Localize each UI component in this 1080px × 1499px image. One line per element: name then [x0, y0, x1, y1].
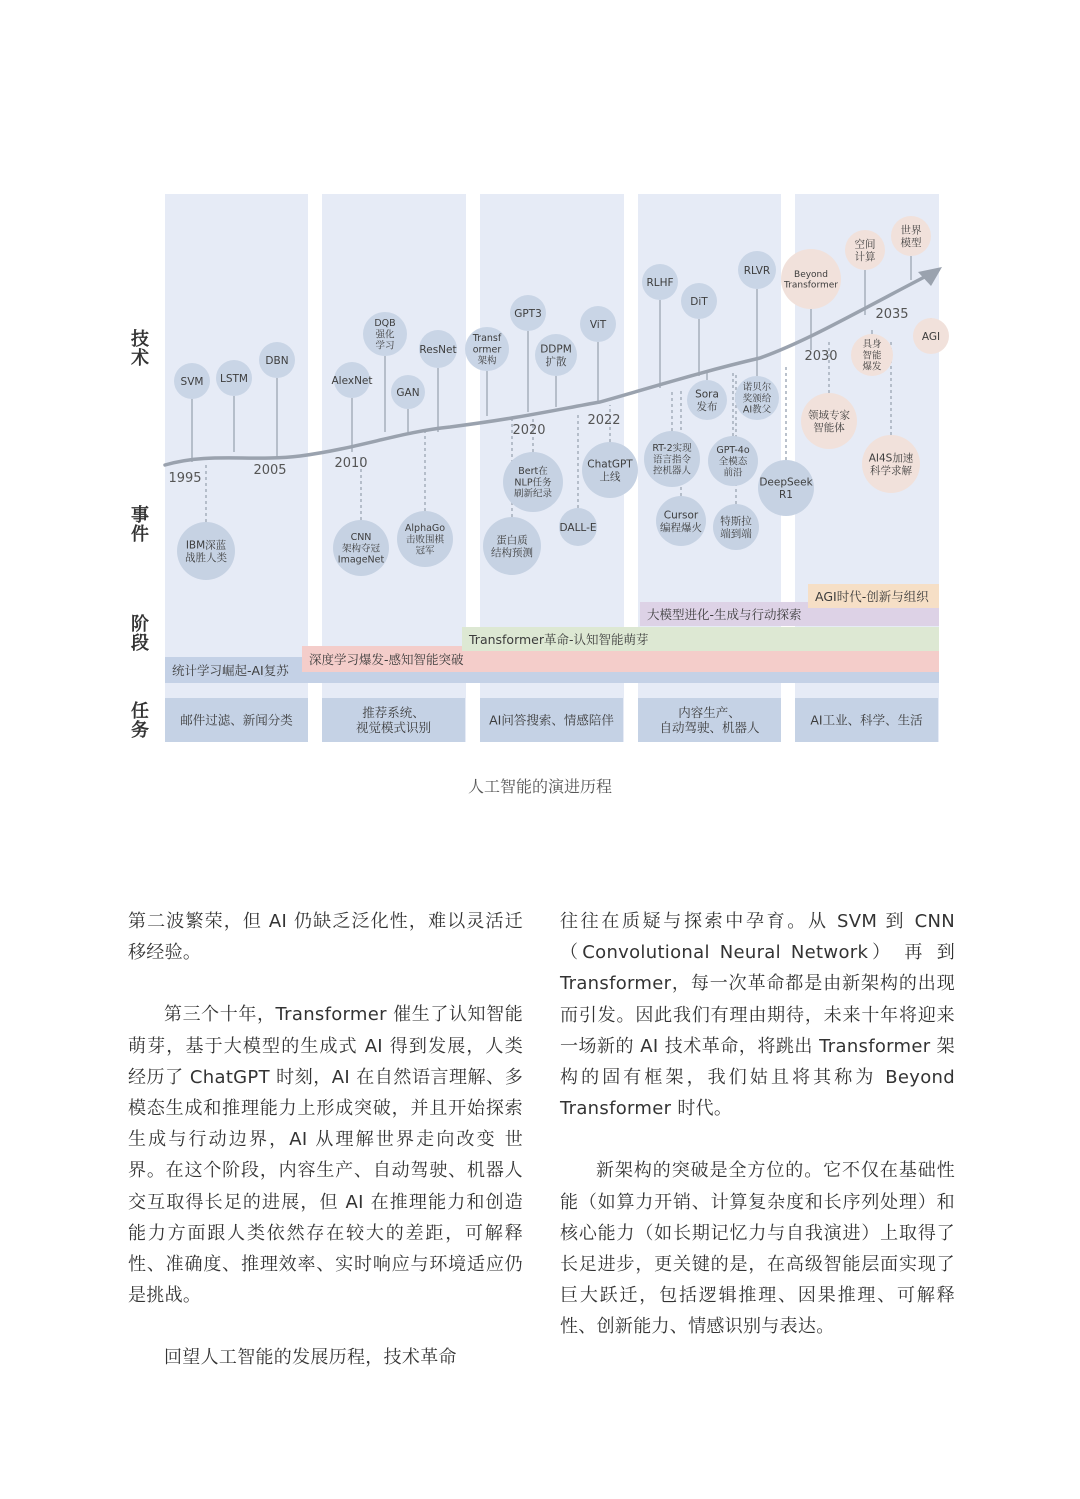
- row-label-tasks-2: 务: [131, 720, 149, 741]
- event-node-label-line: 架构夺冠: [341, 543, 381, 555]
- event-node-label: [808, 409, 850, 434]
- event-node-label-line: DALL-E: [559, 521, 597, 534]
- tech-node-label-line: Transformer: [783, 280, 839, 291]
- tech-node-label-line: 智能: [862, 350, 882, 362]
- tech-node-label-line: 爆发: [862, 361, 882, 373]
- row-label-tech-1: 技: [131, 329, 149, 350]
- year-label: 2005: [253, 463, 287, 478]
- tech-node: [642, 264, 678, 300]
- task-box-label-line: 推荐系统、: [362, 705, 425, 721]
- event-node-label: [652, 442, 692, 476]
- row-label-tech-2: 术: [131, 348, 149, 369]
- phase-bar-label: 大模型进化-生成与行动探索: [647, 607, 802, 622]
- task-box: [165, 698, 308, 742]
- task-box-label-line: 视觉模式识别: [355, 719, 432, 735]
- event-node-label-line: 智能体: [813, 422, 845, 434]
- event-node-label-line: 上线: [599, 471, 621, 483]
- tech-node-label-line: 奖颁给: [742, 393, 772, 405]
- tech-node: [465, 327, 509, 371]
- event-node-label-line: Bert在: [518, 466, 548, 478]
- year-label: 2010: [334, 456, 368, 471]
- tech-node-label-line: AlexNet: [331, 374, 373, 387]
- event-node-label: [869, 452, 914, 477]
- tech-node: [681, 283, 717, 319]
- tech-node: [259, 342, 295, 378]
- tech-node: [738, 251, 776, 289]
- event-node-label-line: 战胜人类: [185, 552, 227, 564]
- tech-node: [535, 334, 577, 376]
- event-node: [862, 435, 920, 493]
- task-box-label: [180, 713, 293, 728]
- event-node-label-line: DeepSeek: [759, 476, 813, 489]
- tech-node-label-line: ResNet: [419, 343, 457, 356]
- tech-node-label: [690, 296, 708, 308]
- event-node: [503, 452, 563, 512]
- tech-node-label-line: RLHF: [646, 276, 674, 289]
- tech-node-label: [419, 344, 456, 356]
- event-node-label: [514, 465, 553, 499]
- row-label-events-1: 事: [131, 505, 149, 526]
- tech-node: [891, 216, 931, 256]
- tech-node: [687, 380, 727, 420]
- tech-node-label-line: SVM: [180, 375, 204, 388]
- tech-node: [845, 230, 885, 270]
- tech-node-label: [743, 381, 772, 415]
- tech-node-label: [695, 389, 719, 413]
- tech-node-label-line: DQB: [374, 318, 396, 330]
- tech-node-label-line: Beyond: [794, 269, 828, 280]
- event-node-label-line: Cursor: [663, 509, 699, 522]
- event-node-label-line: NLP任务: [514, 477, 552, 489]
- event-node-label-line: RT-2实现: [652, 443, 692, 455]
- task-box-label-line: 自动驾驶、机器人: [659, 719, 760, 735]
- tech-node-label-line: DDPM: [540, 343, 572, 356]
- event-node-label-line: 击败围棋: [405, 534, 445, 546]
- task-box: [480, 698, 623, 742]
- tech-node-label-line: Sora: [695, 388, 719, 401]
- year-label: 1995: [168, 471, 202, 486]
- tech-node-label-line: AI教父: [742, 404, 772, 416]
- event-node-label-line: AI4S加速: [868, 452, 914, 465]
- year-label: 2022: [587, 413, 621, 428]
- event-node-label: [660, 510, 702, 534]
- event-node-label: [720, 515, 752, 540]
- phase-bar-label: AGI时代-创新与组织: [815, 589, 929, 604]
- task-box-label-line: 内容生产、: [678, 705, 741, 721]
- phase-bar-label: 统计学习崛起-AI复苏: [172, 663, 289, 678]
- event-node-label-line: 科学求解: [870, 465, 912, 477]
- tech-node: [781, 249, 841, 309]
- phase-bar: [808, 584, 939, 608]
- event-node-label: [559, 522, 596, 534]
- event-node: [582, 442, 638, 498]
- event-node-label-line: IBM深蓝: [185, 539, 227, 552]
- task-box-label: [810, 713, 923, 728]
- paragraph: 回望人工智能的发展历程，技术革命: [164, 1347, 457, 1369]
- phase-bar-label: Transformer革命-认知智能萌芽: [469, 632, 649, 647]
- paragraph: 第二波繁荣，但 AI 仍缺乏泛化性，难以灵活迁移经验。: [128, 911, 523, 964]
- event-node: [177, 522, 235, 580]
- row-labels: [130, 328, 149, 741]
- tech-node-label-line: 强化: [375, 329, 395, 341]
- tech-node-label: [331, 375, 372, 387]
- row-label-tasks-1: 任: [131, 701, 149, 722]
- task-boxes: [165, 698, 938, 742]
- tech-node-label: [744, 265, 770, 277]
- tech-node: [363, 312, 407, 356]
- tech-node-label-line: GAN: [396, 386, 420, 399]
- tech-node-label-line: 空间: [854, 238, 876, 251]
- tech-node: [851, 334, 893, 376]
- tech-node: [735, 376, 779, 420]
- tech-node-label-line: Transf: [472, 333, 502, 345]
- tech-node-label-line: 扩散: [545, 356, 567, 368]
- task-box-label-line: AI问答搜索、情感陪伴: [489, 712, 614, 728]
- task-box-label-line: 邮件过滤、新闻分类: [180, 712, 293, 728]
- tech-node: [419, 330, 457, 368]
- tech-node-label: [922, 331, 940, 343]
- event-node-label-line: 冠军: [415, 545, 435, 557]
- event-node-label-line: ChatGPT: [587, 458, 633, 471]
- event-node-label-line: 前沿: [723, 467, 743, 479]
- paragraph: 往往在质疑与探索中孕育。从 SVM 到 CNN（Convolutional Neural Network） 再 到 Transformer，每一次革命都是由新架构的出现而引发。因此我们有理由期待，未来十年将迎来一场新的 AI 技术革命，将跳出 Transformer 架构的固有框架，我们姑且将其称为 Beyond Transformer 时代。: [560, 911, 955, 1120]
- event-node-label-line: ImageNet: [337, 554, 385, 566]
- tech-node-label-line: 模型: [900, 237, 922, 249]
- event-node: [801, 393, 857, 449]
- event-node: [644, 431, 700, 487]
- tech-node-label: [855, 238, 876, 263]
- tech-node-label: [862, 338, 882, 372]
- event-node-label: [185, 539, 227, 564]
- task-box: [638, 698, 781, 742]
- event-node-label-line: 语言指令: [652, 454, 692, 466]
- tech-node-label-line: 诺贝尔: [742, 382, 772, 394]
- tech-node-label-line: 架构: [477, 355, 497, 367]
- paragraph: 第三个十年，Transformer 催生了认知智能萌芽，基于大模型的生成式 AI 得到发展，人类经历了 ChatGPT 时刻，AI 在自然语言理解、多模态生成和推理能力上形成突破，并且开始探索生成与行动边界，AI 从理解世界走向改变 世界。在这个阶段，内容生产、自动驾驶、机器人交互取得长足的进展，但 AI 在推理能力和创造能力方面跟人类依然存在较大的差距，可解释性、准确度、推理效率、实时响应与环境适应仍是挑战。: [128, 1004, 523, 1307]
- tech-node-label: [590, 319, 607, 331]
- task-box-label-line: AI工业、科学、生活: [810, 712, 923, 728]
- event-node-label-line: 领域专家: [808, 409, 850, 422]
- event-node-label-line: 全模态: [718, 456, 748, 468]
- figure-caption: 人工智能的演进历程: [467, 777, 612, 796]
- year-label: 2035: [875, 307, 909, 322]
- tech-node-label: [901, 224, 922, 249]
- event-node: [758, 460, 814, 516]
- event-node-label: [491, 534, 533, 559]
- body-column-left: [128, 906, 523, 1374]
- event-node: [713, 504, 759, 550]
- task-box-label: [489, 713, 614, 728]
- tech-node: [510, 295, 546, 331]
- event-node-label-line: 蛋白质: [496, 534, 528, 547]
- event-node-label-line: GPT-4o: [716, 445, 750, 457]
- event-node: [483, 517, 541, 575]
- event-node-label-line: 控机器人: [652, 465, 692, 477]
- tech-node-label: [514, 308, 542, 320]
- tech-node: [216, 360, 252, 396]
- task-box: [322, 698, 465, 742]
- tech-node-label-line: DBN: [265, 354, 289, 367]
- tech-node-label-line: 计算: [854, 251, 876, 263]
- row-label-phase-1: 阶: [131, 614, 149, 635]
- event-node: [333, 520, 389, 576]
- tech-node-label-line: RLVR: [743, 264, 771, 277]
- year-label: 2030: [804, 349, 838, 364]
- tech-node-label-line: ormer: [472, 344, 502, 356]
- tech-node-label: [396, 387, 419, 399]
- event-node: [397, 511, 453, 567]
- tech-node-label-line: DiT: [690, 295, 708, 308]
- phase-bar: [462, 627, 939, 651]
- tech-node-label-line: ViT: [589, 318, 607, 331]
- tech-node-label-line: 具身: [862, 339, 882, 351]
- tech-node-label: [220, 373, 248, 385]
- event-node-label-line: 结构预测: [491, 547, 533, 559]
- task-box-label: [356, 705, 431, 735]
- event-node-label-line: CNN: [350, 532, 372, 544]
- tech-node-label-line: 学习: [375, 340, 395, 352]
- event-node-label-line: AlphaGo: [404, 523, 446, 535]
- task-box: [795, 698, 938, 742]
- tech-node-label: [374, 318, 395, 351]
- tech-node-label-line: GPT3: [514, 307, 542, 320]
- tech-node-label-line: LSTM: [220, 372, 248, 385]
- tech-node-label-line: 发布: [696, 401, 718, 413]
- tech-node-label-line: AGI: [921, 330, 941, 343]
- event-node: [708, 436, 758, 486]
- event-node-label-line: 刷新纪录: [513, 488, 553, 500]
- event-node-label-line: 编程爆火: [660, 522, 702, 534]
- body-column-right: [560, 906, 955, 1343]
- event-node: [656, 496, 706, 546]
- year-label: 2020: [512, 423, 546, 438]
- tech-node: [174, 363, 210, 399]
- phase-bar-label: 深度学习爆发-感知智能突破: [309, 652, 464, 667]
- paragraph: 新架构的突破是全方位的。它不仅在基础性能（如算力开销、计算复杂度和长序列处理）和核心能力（如长期记忆力与自我演进）上取得了长足进步，更关键的是，在高级智能层面实现了巨大跃迁，包括逻辑推理、因果推理、可解释性、创新能力、情感识别与表达。: [560, 1160, 955, 1338]
- event-node-label-line: 端到端: [720, 528, 752, 540]
- event-node-label-line: R1: [779, 489, 793, 501]
- event-node-label-line: 特斯拉: [720, 515, 752, 528]
- tech-node: [913, 318, 949, 354]
- event-node: [559, 508, 597, 546]
- tech-node: [580, 306, 616, 342]
- row-label-events-2: 件: [131, 524, 149, 545]
- tech-node-label-line: 世界: [900, 224, 922, 237]
- tech-node-label: [646, 277, 673, 289]
- tech-node-label: [265, 355, 288, 367]
- tech-node: [391, 375, 425, 409]
- row-label-phase-2: 段: [131, 633, 149, 654]
- tech-node-label: [181, 376, 204, 388]
